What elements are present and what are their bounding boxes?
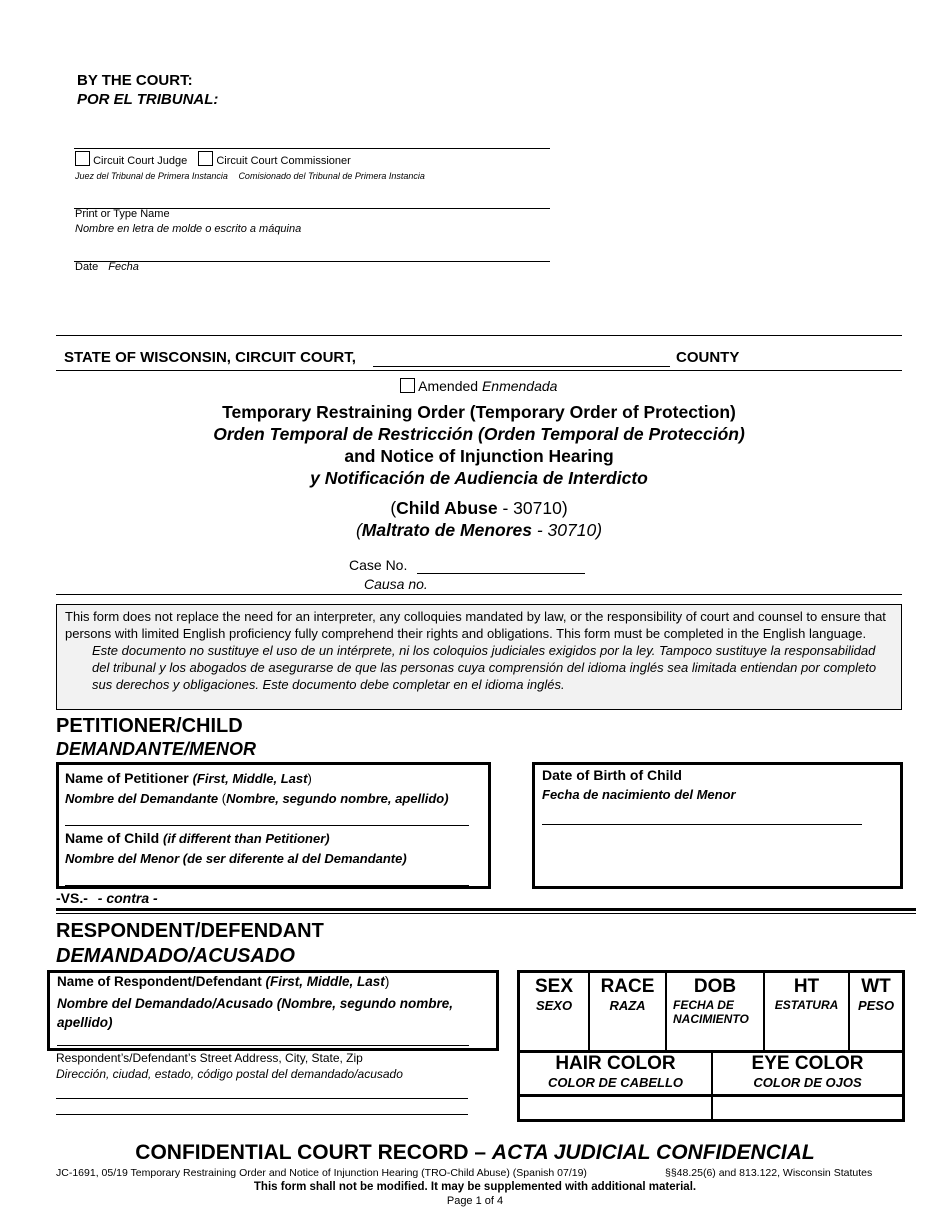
- respondent-box: [47, 970, 499, 1051]
- confidential-label: CONFIDENTIAL COURT RECORD –: [135, 1141, 492, 1164]
- title-line-1: Temporary Restraining Order (Temporary Order of Protection): [222, 402, 736, 422]
- petitioner-name-label-es: Nombre del Demandante: [65, 791, 219, 806]
- sex-label-es: SEXO: [535, 998, 573, 1013]
- date-label-es: Fecha: [108, 261, 139, 273]
- child-name-label-es: Nombre del Menor (de ser diferente al del Demandante): [65, 851, 407, 866]
- petitioner-name-hint-close: ): [307, 771, 312, 786]
- amended-label-es: Enmendada: [481, 378, 558, 394]
- descriptor-table: [517, 970, 905, 1122]
- county-label: COUNTY: [676, 349, 740, 366]
- versus-rule-thin: [56, 913, 916, 914]
- by-court-label-es: POR EL TRIBUNAL:: [77, 91, 219, 108]
- petitioner-name-label: Name of Petitioner: [65, 770, 189, 786]
- title-line-3: and Notice of Injunction Hearing: [344, 446, 614, 466]
- respondent-heading: RESPONDENT/DEFENDANT: [56, 920, 324, 942]
- eye-color-label-es: COLOR DE OJOS: [753, 1075, 862, 1090]
- case-type-code: - 30710: [497, 498, 562, 518]
- dob-label-es: FECHA DE NACIMIENTO: [673, 998, 749, 1026]
- respondent-name-field[interactable]: [57, 1045, 469, 1046]
- county-field-line[interactable]: [373, 366, 670, 367]
- respondent-name-label-es: Nombre del Demandado/Acusado (Nombre, segundo nombre, apellido): [57, 996, 454, 1030]
- respondent-address-field-2[interactable]: [56, 1114, 468, 1115]
- respondent-address-label: Respondent’s/Defendant’s Street Address, City, State, Zip: [56, 1051, 363, 1065]
- weight-cell: [850, 973, 902, 1050]
- date-label: Date: [75, 261, 99, 273]
- height-cell: [765, 973, 850, 1050]
- child-name-hint: (if different than Petitioner): [163, 831, 330, 846]
- judge-checkbox[interactable]: [75, 151, 90, 166]
- case-type: (Child Abuse - 30710): [390, 498, 568, 518]
- respondent-heading-es: DEMANDADO/ACUSADO: [56, 945, 295, 967]
- vs-label-es: - contra -: [97, 890, 158, 906]
- respondent-name-hint: (First, Middle, Last: [265, 974, 385, 989]
- commissioner-label: Circuit Court Commissioner: [216, 155, 351, 167]
- height-label-es: ESTATURA: [774, 998, 839, 1012]
- dob-cell: [667, 973, 765, 1050]
- case-no-label-es: Causa no.: [364, 576, 428, 592]
- eye-color-value-field[interactable]: [713, 1097, 902, 1119]
- height-label: HT: [793, 976, 820, 997]
- respondent-address-label-es: Dirección, ciudad, estado, código postal del demandado/acusado: [56, 1067, 403, 1081]
- header-bottom-rule: [56, 370, 902, 371]
- petitioner-box: [56, 762, 491, 889]
- respondent-address-field-1[interactable]: [56, 1098, 468, 1099]
- notice-text-en: This form does not replace the need for an interpreter, any colloquies mandated by law, or the responsibility of court and counsel to ensure that persons with limited English proficiency fully comprehend their rights and obligations. This form must be completed in the English language.: [65, 609, 886, 641]
- race-label: RACE: [600, 976, 655, 997]
- print-name-label-es: Nombre en letra de molde o escrito a máquina: [75, 223, 302, 235]
- race-label-es: RAZA: [609, 998, 646, 1013]
- weight-label: WT: [861, 976, 891, 997]
- by-court-label: BY THE COURT:: [77, 72, 193, 89]
- date-line: [74, 261, 550, 262]
- judge-option: [75, 151, 351, 167]
- eye-color-label: EYE COLOR: [751, 1053, 864, 1074]
- petitioner-name-label-group: [65, 770, 312, 786]
- hair-color-label: HAIR COLOR: [555, 1053, 676, 1074]
- interpreter-notice: [56, 604, 902, 710]
- confidential-banner: [0, 1141, 950, 1165]
- vs-label: -VS.-: [56, 890, 88, 906]
- petitioner-name-hint: (First, Middle, Last: [192, 771, 308, 786]
- hair-color-label-es: COLOR DE CABELLO: [547, 1075, 684, 1090]
- commissioner-label-es: Comisionado del Tribunal de Primera Instancia: [238, 171, 425, 181]
- child-name-label-group: [65, 830, 330, 846]
- child-name-label: Name of Child: [65, 830, 160, 846]
- dob-label: DOB: [693, 976, 737, 997]
- petitioner-heading: PETITIONER/CHILD: [56, 715, 243, 737]
- sex-cell: [520, 973, 590, 1050]
- amended-option: [400, 378, 557, 394]
- amended-checkbox[interactable]: [400, 378, 415, 393]
- title-line-2: Orden Temporal de Restricción (Orden Temporal de Protección): [213, 424, 745, 444]
- page-number: Page 1 of 4: [446, 1195, 504, 1207]
- child-dob-box: [532, 762, 903, 889]
- judge-label: Circuit Court Judge: [93, 155, 188, 167]
- not-modified-notice: This form shall not be modified. It may be supplemented with additional material.: [253, 1181, 697, 1193]
- eye-color-cell: [713, 1053, 902, 1094]
- notice-text-es: Este documento no sustituye el uso de un intérprete, ni los coloquios judiciales exigidos por la ley. Tampoco sustituye la responsabilidad del tribunal y los abogados de asegurarse de que las personas cuya comprensión del idioma inglés sea limitada entiendan por completo sus derechos y obligaciones. Este documento debe completar en el idioma inglés.: [92, 643, 877, 692]
- form-info: JC-1691, 05/19 Temporary Restraining Order and Notice of Injunction Hearing (TRO-Child Abuse) (Spanish 07/19): [56, 1167, 587, 1179]
- judge-labels-es: [75, 171, 425, 181]
- versus-rule-thick: [56, 908, 916, 911]
- signature-line: [74, 148, 550, 149]
- case-type-es: (Maltrato de Menores - 30710): [355, 520, 603, 540]
- respondent-name-label: Name of Respondent/Defendant: [57, 974, 262, 989]
- header-top-rule: [56, 335, 902, 336]
- versus-label: [56, 890, 158, 906]
- case-no-field[interactable]: [417, 573, 585, 574]
- petitioner-name-field[interactable]: [65, 825, 469, 826]
- respondent-name-hint-close: ): [384, 974, 390, 989]
- weight-label-es: PESO: [857, 998, 895, 1013]
- child-dob-label: Date of Birth of Child: [542, 767, 682, 783]
- case-type-bold: Child Abuse: [396, 498, 498, 518]
- race-cell: [590, 973, 667, 1050]
- title-line-4: y Notificación de Audiencia de Interdicto: [310, 468, 648, 488]
- petitioner-name-hint-es: Nombre, segundo nombre, apellido): [226, 791, 449, 806]
- child-dob-label-es: Fecha de nacimiento del Menor: [542, 787, 736, 802]
- title-bottom-rule: [56, 594, 902, 595]
- hair-color-cell: [520, 1053, 713, 1094]
- state-court-label: STATE OF WISCONSIN, CIRCUIT COURT,: [64, 349, 356, 366]
- date-label-group: [75, 261, 139, 273]
- case-no-label: Case No.: [349, 557, 408, 573]
- petitioner-name-label-es-group: Nombre del Demandante (Nombre, segundo nombre, apellido): [65, 791, 449, 806]
- judge-label-es: Juez del Tribunal de Primera Instancia: [75, 171, 228, 181]
- commissioner-checkbox[interactable]: [198, 151, 213, 166]
- case-type-es-code: - 30710: [531, 520, 597, 540]
- confidential-label-es: ACTA JUDICIAL CONFIDENCIAL: [491, 1141, 815, 1164]
- respondent-name-label-group: [57, 974, 389, 989]
- case-type-es-bold: Maltrato de Menores: [361, 520, 532, 540]
- child-name-field[interactable]: [65, 885, 469, 886]
- hair-color-value-field[interactable]: [520, 1097, 713, 1119]
- petitioner-heading-es: DEMANDANTE/MENOR: [56, 739, 256, 759]
- print-name-label: Print or Type Name: [75, 208, 170, 220]
- child-dob-field[interactable]: [542, 824, 862, 825]
- statutes: §§48.25(6) and 813.122, Wisconsin Statutes: [665, 1167, 873, 1179]
- amended-label: Amended: [418, 378, 479, 394]
- sex-label: SEX: [534, 976, 574, 997]
